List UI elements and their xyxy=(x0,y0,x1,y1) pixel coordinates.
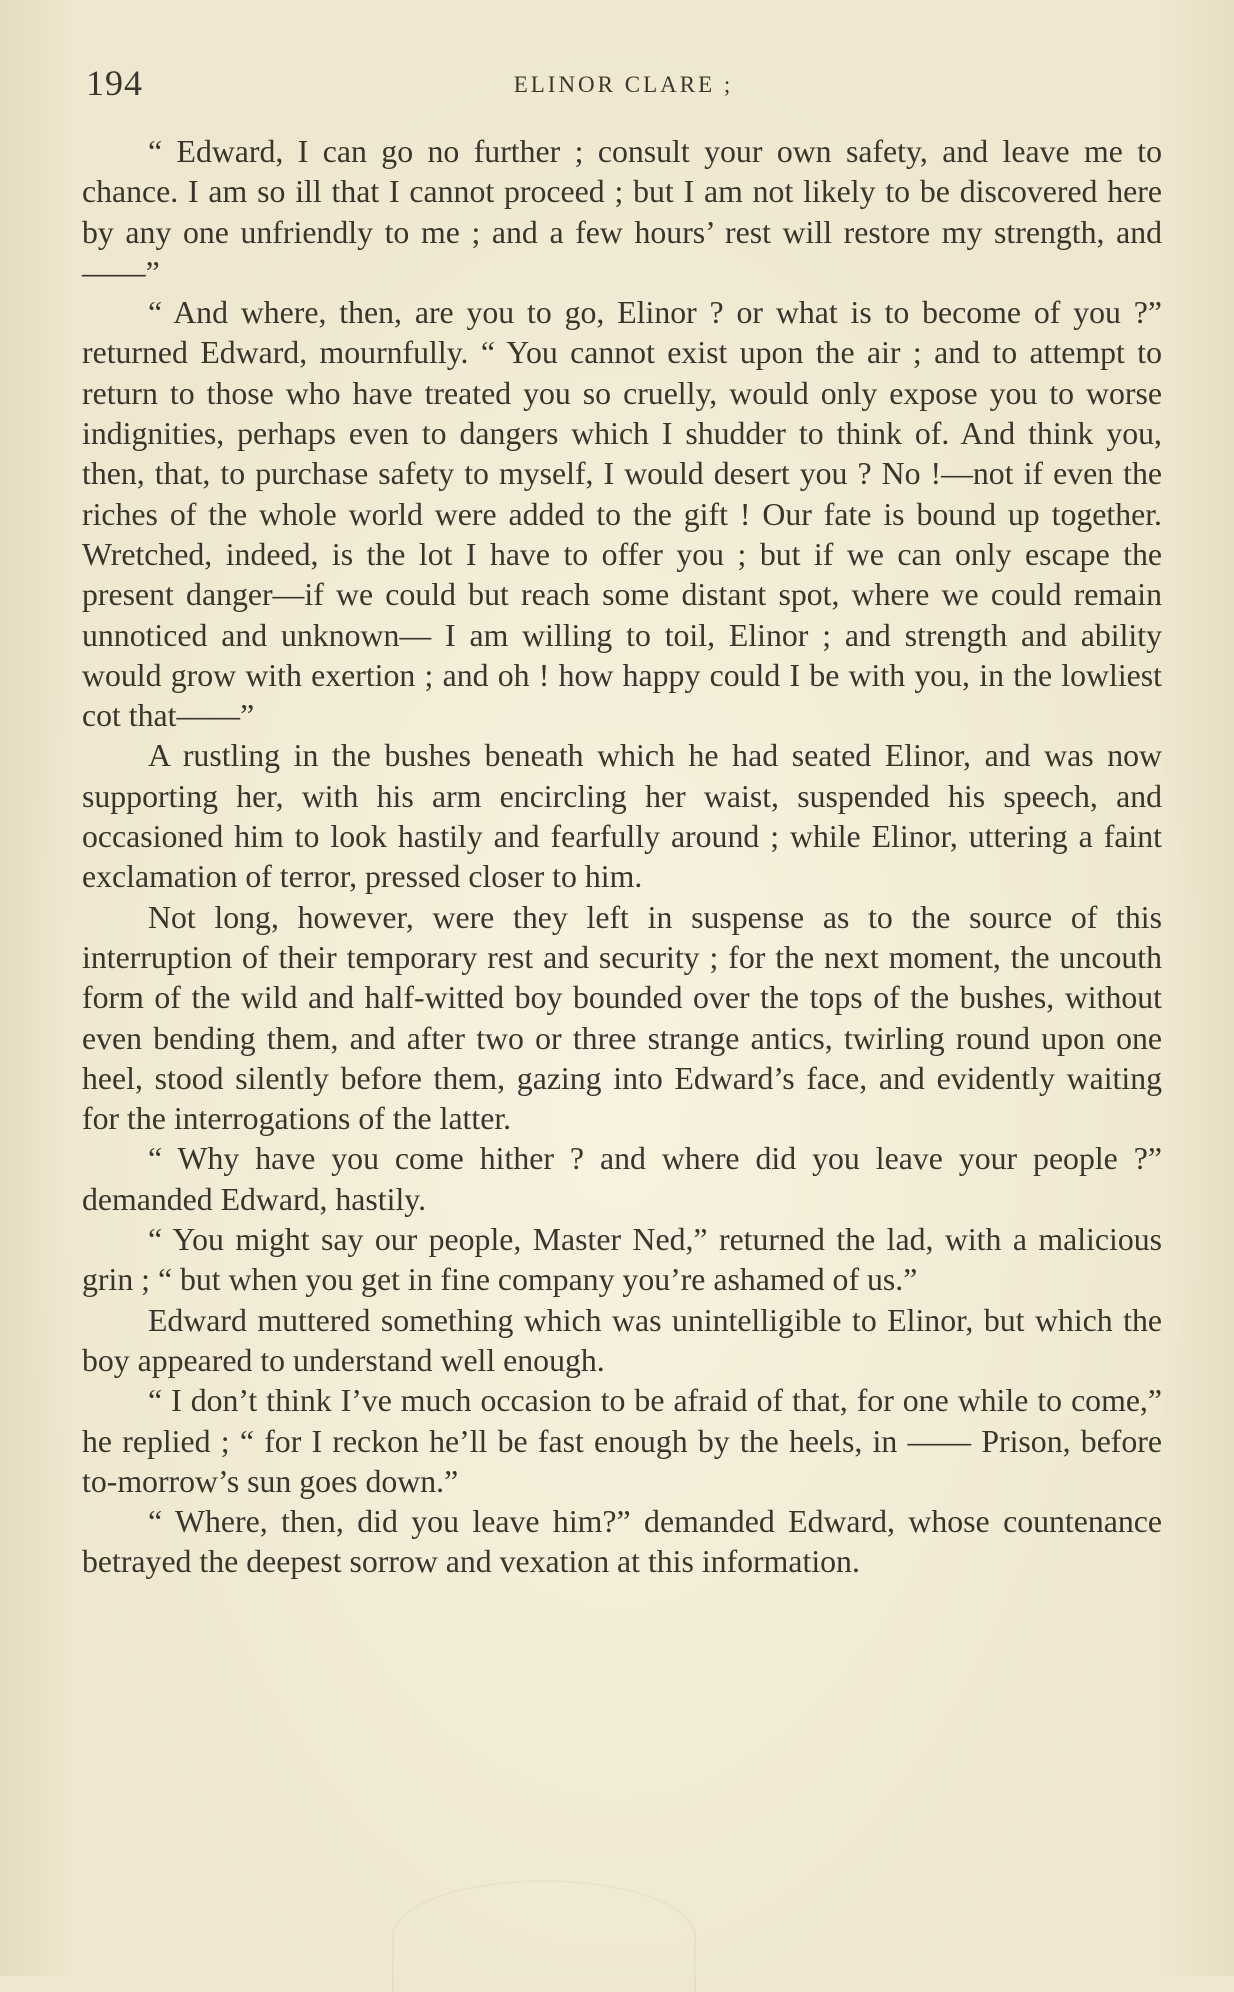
paragraph: “ Where, then, did you leave him?” demanded Edward, whose countenance betrayed the deepest sorrow and vexation at this information. xyxy=(82,1504,1162,1580)
page-header xyxy=(86,62,1161,106)
running-title: ELINOR CLARE ; xyxy=(513,72,734,97)
paragraph: “ And where, then, are you to go, Elinor ? or what is to become of you ?” returned Edward, mournfully. “ You cannot exist upon the air ; and to attempt to return to those who have treated you so cruelly, would only expose you to worse indignities, perhaps even to dangers which I shudder to think of. And think you, then, that, to purchase safety to myself, I would desert you ? No !—not if even the riches of the whole world were added to the gift ! Our fate is bound up together. Wretched, indeed, is the lot I have to offer you ; but if we can only escape the present danger—if we could but reach some distant spot, where we could remain unnoticed and unknown— I am willing to toil, Elinor ; and strength and ability would grow with exertion ; and oh ! how happy could I be with you, in the lowliest cot that——” xyxy=(82,295,1162,734)
page-number: 194 xyxy=(86,63,143,103)
paragraph: A rustling in the bushes beneath which he had seated Elinor, and was now supporting her, with his arm encircling her waist, suspended his speech, and occasioned him to look hastily and fearfully around ; while Elinor, uttering a faint exclamation of terror, pressed closer to him. xyxy=(82,738,1162,895)
paragraph: “ You might say our people, Master Ned,” returned the lad, with a malicious grin ; “ but when you get in fine company you’re ashamed of us.” xyxy=(82,1222,1162,1298)
paragraph: “ Why have you come hither ? and where did you leave your people ?” demanded Edward, hastily. xyxy=(82,1141,1162,1217)
paragraph: Not long, however, were they left in suspense as to the source of this interruption of their temporary rest and security ; for the next moment, the uncouth form of the wild and half-witted boy bounded over the tops of the bushes, without even bending them, and after two or three strange antics, twirling round upon one heel, stood silently before them, gazing into Edward’s face, and evidently waiting for the interrogations of the latter. xyxy=(82,899,1162,1137)
paragraph: “ I don’t think I’ve much occasion to be afraid of that, for one while to come,” he replied ; “ for I reckon he’ll be fast enough by the heels, in —— Prison, before to-morrow’s sun goes down.” xyxy=(82,1383,1162,1499)
paragraph: Edward muttered something which was unintelligible to Elinor, but which the boy appeared to understand well enough. xyxy=(82,1302,1162,1378)
library-stamp-mark xyxy=(392,1880,696,1992)
body-text xyxy=(82,132,1162,1583)
paragraph: “ Edward, I can go no further ; consult your own safety, and leave me to chance. I am so ill that I cannot proceed ; but I am not likely to be discovered here by any one unfriendly to me ; and a few hours’ rest will restore my strength, and——” xyxy=(82,134,1162,290)
